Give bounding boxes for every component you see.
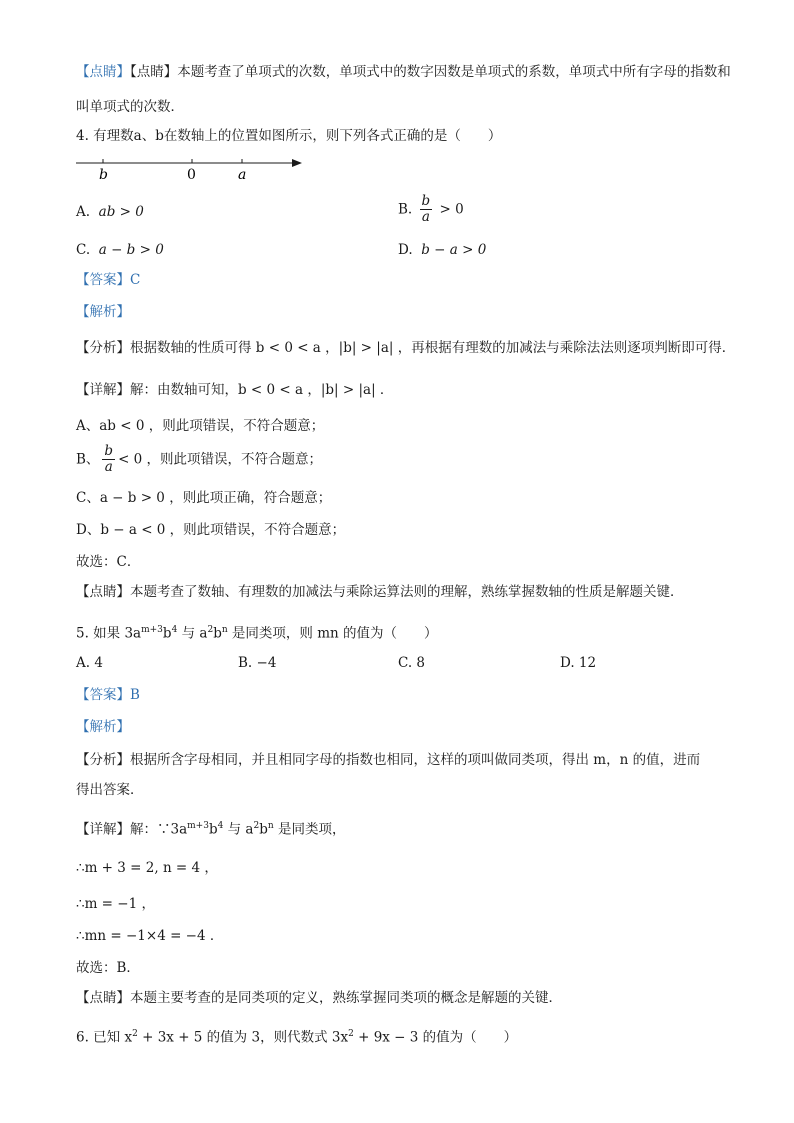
q5-option-b: B. −4: [238, 655, 277, 671]
q5-detail-part: 【详解】解：∵3a: [76, 821, 188, 838]
option-expr: ab > 0: [98, 204, 144, 220]
comment-tag: 【点睛】: [76, 64, 130, 80]
q6-stem-part: 6. 已知 x: [76, 1029, 133, 1046]
detail-b-suffix: < 0 ，则此项错误，不符合题意；: [118, 451, 323, 468]
label-zero: 0: [187, 167, 196, 183]
q6-stem-part: + 3x + 5 的值为 3，则代数式 3x: [137, 1029, 349, 1046]
q4-detail-a: A、ab < 0 ，则此项错误，不符合题意；: [76, 418, 325, 434]
label-a: a: [238, 167, 247, 183]
exponent: 2: [253, 821, 260, 831]
q5-stem-part: 5. 如果 3a: [76, 625, 142, 642]
option-expr: > 0: [439, 201, 464, 218]
q4-detail-d: D、b − a < 0 ，则此项错误，不符合题意；: [76, 522, 346, 538]
q4-comment: 【点睛】本题考查了数轴、有理数的加减法与乘除运算法则的理解，熟练掌握数轴的性质是解题关键．: [76, 584, 684, 600]
q3-comment-text: 【点睛】本题考查了单项式的次数，单项式中的数字因数是单项式的系数，单项式中所有字母的指数和: [130, 64, 731, 80]
option-expr: a − b > 0: [98, 242, 164, 258]
q5-detail: [76, 816, 345, 840]
number-line-figure: [76, 150, 316, 186]
q5-comment: 【点睛】本题主要考查的是同类项的定义，熟练掌握同类项的概念是解题的关键．: [76, 990, 562, 1006]
q5-step3: ∴mn = −1×4 = −4 ．: [76, 928, 224, 944]
option-expr: b − a > 0: [421, 242, 487, 258]
fraction-denominator: a: [104, 459, 113, 475]
q5-detail-part: b: [259, 821, 268, 838]
fraction-b-over-a: [102, 444, 115, 475]
option-letter: A.: [76, 204, 91, 220]
q5-detail-part: b: [208, 821, 218, 838]
option-letter: B.: [398, 201, 413, 218]
fraction-numerator: b: [421, 193, 431, 209]
q5-analysis-line2: 得出答案．: [76, 782, 144, 798]
q4-analysis-title: 【解析】: [76, 304, 130, 320]
q4-detail-c: C、a − b > 0 ，则此项正确，符合题意；: [76, 490, 332, 506]
detail-b-prefix: B、: [76, 451, 100, 468]
q4-choose: 故选：C．: [76, 554, 141, 570]
label-b: b: [99, 167, 108, 183]
q6-stem-part: + 9x − 3 的值为（ ）: [353, 1029, 518, 1046]
q4-option-a: [76, 202, 144, 222]
q6-stem: [76, 1024, 517, 1048]
exponent: n: [267, 821, 274, 831]
q5-option-d: D. 12: [560, 655, 597, 671]
exponent: 4: [217, 821, 224, 831]
exponent: n: [221, 625, 228, 635]
exponent: 2: [207, 625, 214, 635]
exponent: 2: [348, 1029, 354, 1039]
exponent: m+3: [187, 821, 209, 831]
q4-option-b: [398, 194, 464, 225]
q5-stem-part: 是同类项，则 mn 的值为（ ）: [227, 625, 438, 642]
q5-detail-part: 是同类项，: [273, 821, 346, 838]
q5-option-a: A. 4: [76, 655, 103, 671]
q5-answer: 【答案】B: [76, 687, 140, 703]
exponent: 2: [132, 1029, 138, 1039]
q5-choose: 故选：B．: [76, 960, 140, 976]
q5-step2: ∴m = −1 ，: [76, 896, 155, 912]
q5-stem-part: b: [162, 625, 172, 642]
fraction-numerator: b: [104, 443, 114, 459]
q4-detail: 【详解】解：由数轴可知，b < 0 < a ，|b| > |a| ．: [76, 382, 394, 398]
q5-analysis-title: 【解析】: [76, 719, 130, 735]
q3-comment-line2: 叫单项式的次数．: [76, 99, 184, 115]
q4-stem: 4. 有理数a、b在数轴上的位置如图所示，则下列各式正确的是（ ）: [76, 128, 502, 144]
q3-comment-line1: [76, 62, 731, 82]
q5-option-c: C. 8: [398, 655, 426, 671]
q4-detail-b: [76, 444, 322, 475]
q4-option-c: [76, 240, 164, 260]
q5-step1: ∴m + 3 = 2, n = 4 ，: [76, 860, 218, 876]
q4-answer: 【答案】C: [76, 272, 141, 288]
option-letter: D.: [398, 242, 413, 258]
q5-detail-part: 与 a: [223, 821, 254, 838]
exponent: 4: [171, 625, 178, 635]
q5-stem: [76, 620, 438, 644]
exponent: m+3: [141, 625, 163, 635]
option-letter: C.: [76, 242, 91, 258]
q4-analysis: 【分析】根据数轴的性质可得 b < 0 < a ，|b| > |a| ，再根据有理数的加减法与乘除法法则逐项判断即可得．: [76, 340, 736, 356]
fraction-denominator: a: [421, 209, 430, 225]
q4-option-d: [398, 240, 486, 260]
q5-stem-part: 与 a: [177, 625, 208, 642]
fraction-b-over-a: [420, 194, 433, 225]
number-line-arrow: [292, 159, 302, 167]
q5-stem-part: b: [213, 625, 222, 642]
q5-analysis-line1: 【分析】根据所含字母相同，并且相同字母的指数也相同，这样的项叫做同类项，得出 m，n 的值，进而: [76, 752, 701, 768]
